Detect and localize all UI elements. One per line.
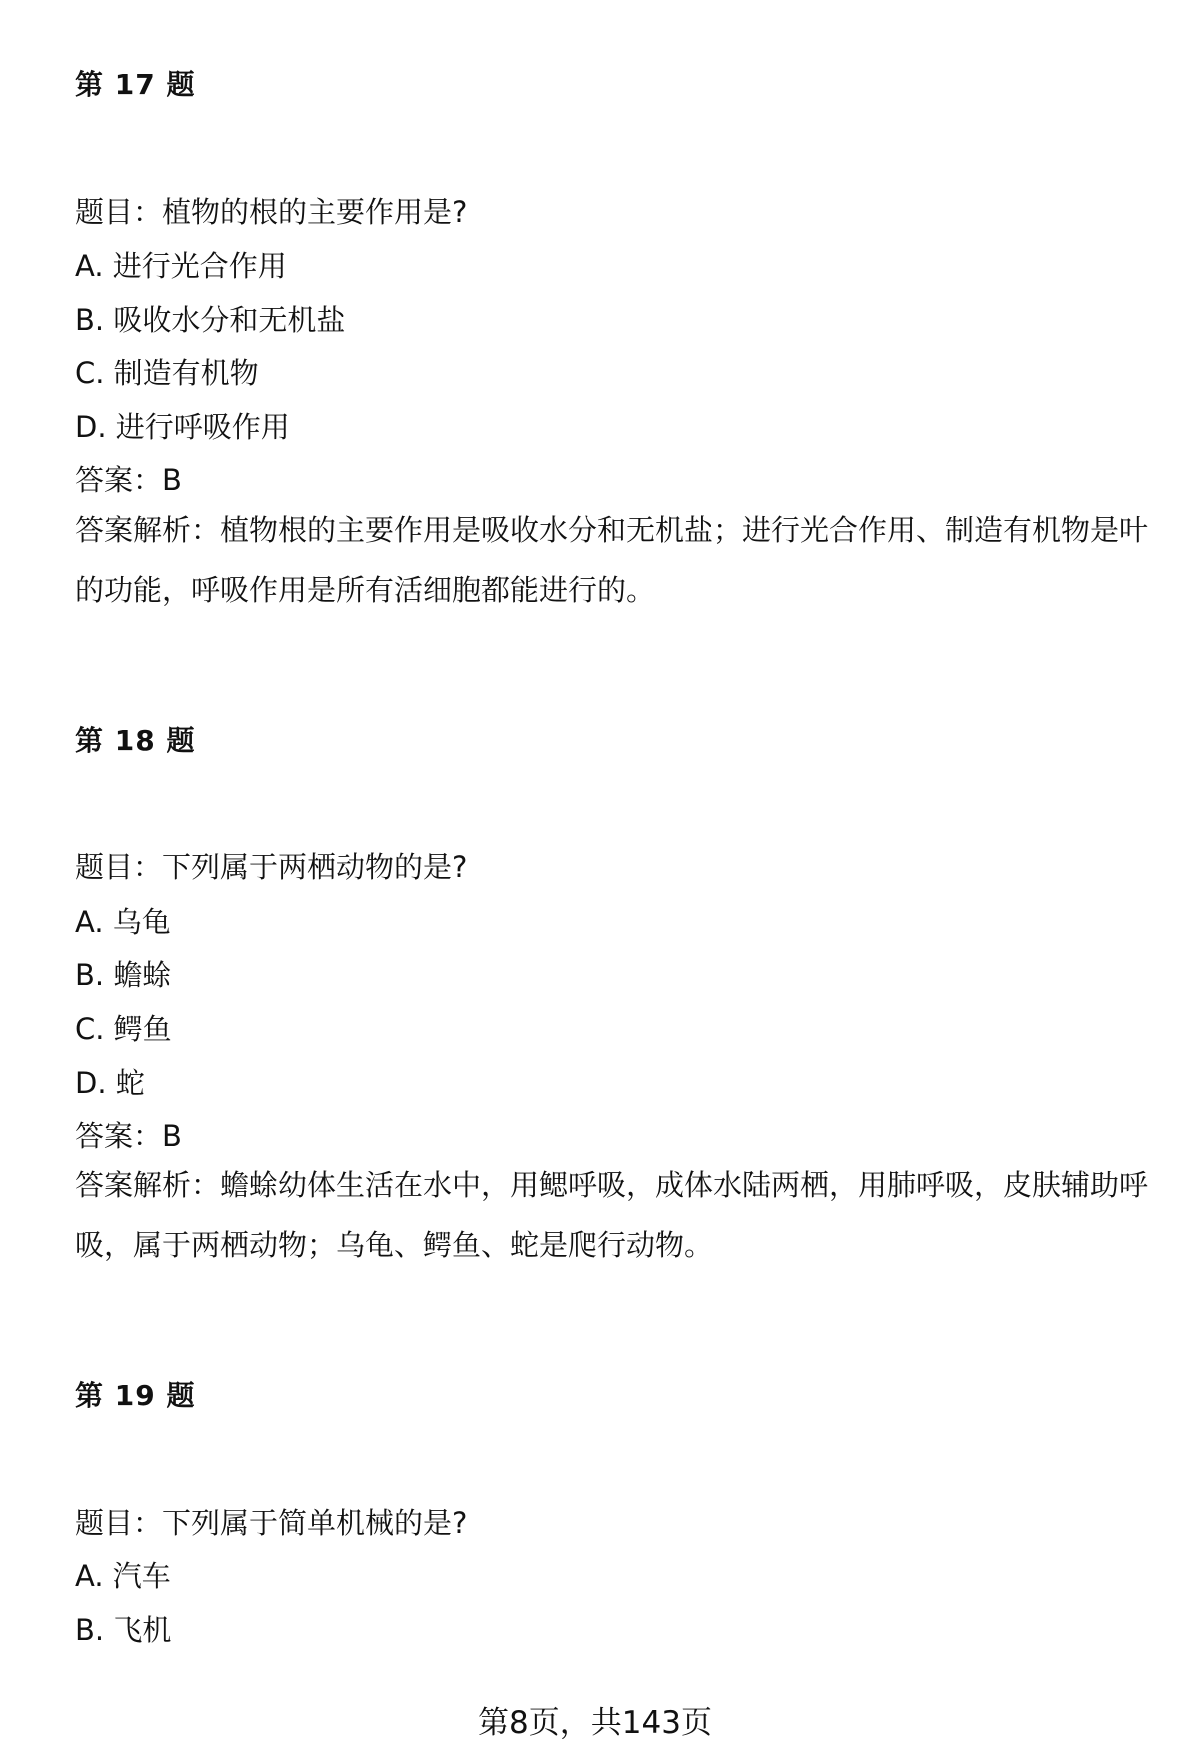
question-19-option-a: A. 汽车 xyxy=(75,1559,171,1593)
question-17-option-b: B. 吸收水分和无机盐 xyxy=(75,303,346,337)
question-18-option-c: C. 鳄鱼 xyxy=(75,1012,172,1046)
question-17-heading: 第 17 题 xyxy=(75,68,196,101)
question-18-answer: 答案：B xyxy=(75,1119,182,1153)
question-18-explanation: 答案解析：蟾蜍幼体生活在水中，用鳃呼吸，成体水陆两栖，用肺呼吸，皮肤辅助呼吸，属于两栖动物；乌龟、鳄鱼、蛇是爬行动物。 xyxy=(75,1168,1149,1262)
question-17-answer: 答案：B xyxy=(75,463,182,497)
question-18-stem: 题目：下列属于两栖动物的是? xyxy=(75,850,468,884)
question-18-option-b: B. 蟾蜍 xyxy=(75,958,172,992)
question-17-option-d: D. 进行呼吸作用 xyxy=(75,410,290,444)
question-19-option-b: B. 飞机 xyxy=(75,1613,172,1647)
question-17-option-c: C. 制造有机物 xyxy=(75,356,259,390)
page-number-footer: 第8页，共143页 xyxy=(478,1705,712,1741)
question-19-heading: 第 19 题 xyxy=(75,1379,196,1412)
question-18-option-d: D. 蛇 xyxy=(75,1066,145,1100)
question-18-heading: 第 18 题 xyxy=(75,724,196,757)
question-17-stem: 题目：植物的根的主要作用是? xyxy=(75,195,468,229)
question-18-option-a: A. 乌龟 xyxy=(75,905,171,939)
question-17-option-a: A. 进行光合作用 xyxy=(75,249,287,283)
question-19-stem: 题目：下列属于简单机械的是? xyxy=(75,1506,468,1540)
question-17-explanation: 答案解析：植物根的主要作用是吸收水分和无机盐；进行光合作用、制造有机物是叶的功能，呼吸作用是所有活细胞都能进行的。 xyxy=(75,513,1149,607)
